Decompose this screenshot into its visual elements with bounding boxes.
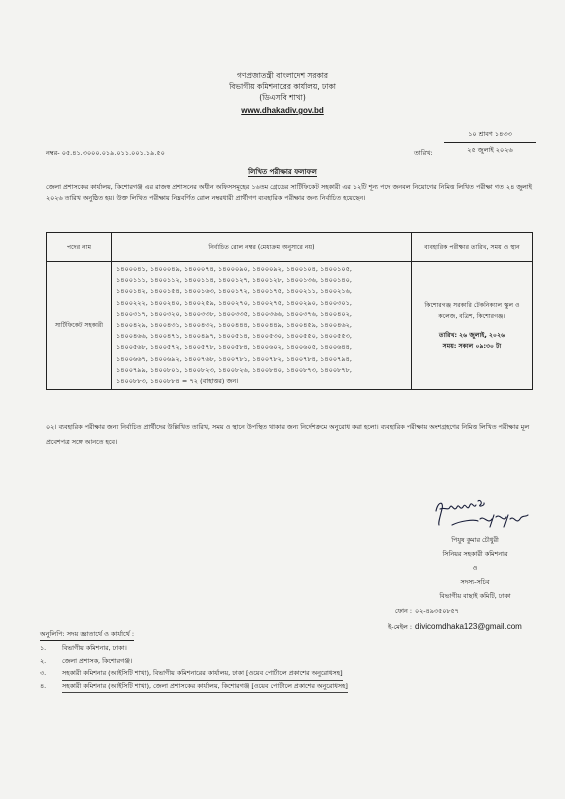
govt-heading: গণপ্রজাতন্ত্রী বাংলাদেশ সরকার bbox=[236, 71, 329, 80]
venue-time: সময়: সকাল ০৯:৩০ টা bbox=[442, 342, 502, 350]
list-item bbox=[40, 680, 540, 693]
roll-line: ১৪০০৫৬৮, ১৪০০৫৭২, ১৪০০৫৭৮, ১৪০০৫৮৪, ১৪০০৬০২, ১৪০০৬০৫, ১৪০০৬৪৪, bbox=[116, 343, 353, 352]
date-block bbox=[444, 128, 536, 157]
email-line bbox=[366, 619, 556, 635]
copy-number: ২. bbox=[40, 656, 47, 665]
copy-text: জেলা প্রশাসক, কিশোরগঞ্জ। bbox=[62, 656, 133, 665]
roll-line: ১৪০০১৪২, ১৪০০১৫৪, ১৪০০১৬৩, ১৪০০১৭২, ১৪০০১৭৫, ১৪০০২১১, ১৪০০২১৬, bbox=[116, 287, 352, 296]
list-item bbox=[40, 642, 540, 655]
table-header-row bbox=[47, 233, 533, 262]
section-heading: (ডিএসবি শাখা) bbox=[259, 93, 306, 102]
phone-value: ০২-৪৯৩৫০৮৫৭ bbox=[415, 607, 459, 615]
copy-number: ১. bbox=[40, 644, 47, 652]
date-english: ২৫ জুলাই ২০২৬ bbox=[467, 146, 513, 154]
roll-line: ১৪০০৩১৭, ১৪০০৩২০, ১৪০০৩৩৮, ১৪০০৩৩৫, ১৪০০৩৬৬, ১৪০০৩৭৬, ১৪০০৪০২, bbox=[116, 309, 353, 318]
signatory-designation: সিনিয়র সহকারী কমিশনার bbox=[442, 550, 508, 558]
copy-number: ৩. bbox=[40, 669, 47, 677]
signatory-block bbox=[410, 533, 540, 603]
phone-line bbox=[366, 603, 556, 619]
header-post: পদের নাম bbox=[47, 233, 112, 262]
venue-name: কিশোরগঞ্জ সরকারি টেকনিক্যাল স্কুল ও কলেজ, বত্রিশ, কিশোরগঞ্জ। bbox=[424, 301, 520, 320]
table-row bbox=[47, 262, 533, 390]
copy-text: সহকারী কমিশনার (আইসিটি শাখা), বিভাগীয় কমিশনারের কার্যালয়, ঢাকা [ওয়েব পোর্টালে প্রকাশের অনুরোধসহ] bbox=[62, 667, 343, 681]
venue-date: তারিখ: ২৬ জুলাই, ২০২৬ bbox=[438, 331, 506, 339]
website-line bbox=[0, 106, 565, 116]
date-label: তারিখ: bbox=[414, 149, 433, 157]
list-item bbox=[40, 667, 540, 680]
roll-numbers-cell bbox=[112, 262, 412, 390]
date-bangla: ১০ শ্রাবণ ১৪৩৩ bbox=[444, 128, 536, 143]
email-link[interactable]: divicomdhaka123@gmail.com bbox=[415, 622, 522, 631]
results-table bbox=[46, 232, 533, 390]
signatory-name: পিযুষ কুমার চৌধুরী bbox=[451, 536, 499, 544]
website-link[interactable]: www.dhakadiv.gov.bd bbox=[241, 106, 324, 115]
copy-heading: অনুলিপি: সদয় জ্ঞাতার্থে ও কার্যার্থে : bbox=[40, 629, 134, 641]
roll-line: ১৪০০৬৬৭, ১৪০০৬৯২, ১৪০০৭৬৮, ১৪০০৭৮১, ১৪০০৭৮২, ১৪০০৭৮৪, ১৪০০৭৯৪, bbox=[116, 354, 353, 363]
signatory-role: সদস্য-সচিব bbox=[460, 578, 490, 586]
signatory-and: ও bbox=[472, 564, 478, 572]
memo-label: নম্বর- bbox=[46, 149, 60, 157]
post-name-cell: সার্টিফিকেট সহকারী bbox=[47, 262, 112, 390]
contact-block bbox=[366, 603, 556, 635]
copy-text: বিভাগীয় কমিশনার, ঢাকা। bbox=[62, 644, 127, 652]
memo-number bbox=[46, 148, 165, 159]
roll-line: ১৪০০২২২, ১৪০০২৪০, ১৪০০২৫৯, ১৪০০২৭০, ১৪০০২৭৫, ১৪০০২৯০, ১৪০০৩০১, bbox=[116, 298, 353, 307]
signatory-committee: বিভাগীয় বাছাই কমিটি, ঢাকা bbox=[439, 592, 511, 600]
roll-line: ১৪০০৪২৯, ১৪০০৪৩১, ১৪০০৪৩২, ১৪০০৪৪৪, ১৪০০৪৪৯, ১৪০০৪৫৯, ১৪০০৪৬২, bbox=[116, 321, 352, 330]
header-rolls: নির্বাচিত রোল নম্বর (মেধাক্রম অনুসারে নয়) bbox=[112, 233, 412, 262]
roll-line-total: ১৪০০৮৮৩, ১৪০০৮৮৪ = ৭২ (বাহাত্তর) জন। bbox=[116, 377, 239, 386]
roll-line: ১৪০০০৪১, ১৪০০০৪৯, ১৪০০০৭৪, ১৪০০০৯০, ১৪০০০৯২, ১৪০০১০৪, ১৪০০১০৫, bbox=[116, 265, 353, 273]
header-venue: ব্যবহারিক পরীক্ষার তারিখ, সময় ও স্থান bbox=[412, 233, 533, 262]
email-label: ই-মেইল : bbox=[387, 623, 412, 631]
signature-scrawl bbox=[430, 495, 530, 533]
instruction-note: ০২। ব্যবহারিক পরীক্ষার জন্য নির্বাচিত প্রার্থীদের উল্লিখিত তারিখ, সময় ও স্থানে উপস্থিত থাকার জন্য নির্দেশক্রমে অনুরোধ করা হলো। ব্যবহারিক পরীক্ষায় অংশগ্রহণের নিমিত্ত লিখিত পরীক্ষার মূল প্রবেশপত্র সঙ্গে আনতে হবে। bbox=[46, 423, 530, 446]
copy-text: সহকারী কমিশনার (আইসিটি শাখা), জেলা প্রশাসকের কার্যালয়, কিশোরগঞ্জ [ওয়েব পোর্টালে প্রকাশের অনুরোধসহ] bbox=[62, 680, 348, 694]
roll-line: ১৪০০৭৯৯, ১৪০০৮০১, ১৪০০৮২৩, ১৪০০৮২৬, ১৪০০৮৪০, ১৪০০৮৭৩, ১৪০০৮৭৮, bbox=[116, 365, 353, 374]
copy-list bbox=[40, 642, 540, 692]
intro-paragraph: জেলা প্রশাসকের কার্যালয়, কিশোরগঞ্জ এর রাজস্ব প্রশাসনের অধীন অফিসসমূহের ১৬তম গ্রেডের সার্টিফিকেট সহকারী এর ১২টি শূন্য পদে জনবল নিয়োগের নিমিত্ত লিখিত পরীক্ষা গত ২৪ জুলাই ২০২৬ তারিখ অনুষ্ঠিত হয়। উক্ত লিখিত পরীক্ষায় নিম্নবর্ণিত রোল নম্বরধারী প্রার্থীগণ ব্যবহারিক পরীক্ষার জন্য নির্বাচিত হয়েছেন। bbox=[46, 183, 532, 202]
copy-number: ৪. bbox=[40, 681, 47, 690]
roll-line: ১৪০০১১১, ১৪০০১১২, ১৪০০১১৪, ১৪০০১২৭, ১৪০০১২৮, ১৪০০১৩৬, ১৪০০১৪০, bbox=[116, 276, 352, 285]
phone-label: ফোন : bbox=[394, 607, 412, 615]
memo-value: ০৫.৪১.৩০০০.০১৯.০১১.০০১.১৯.৫০ bbox=[61, 149, 165, 157]
list-item bbox=[40, 655, 540, 668]
document-title bbox=[0, 166, 565, 178]
office-heading: বিভাগীয় কমিশনারের কার্যালয়, ঢাকা bbox=[229, 82, 336, 91]
venue-cell bbox=[412, 262, 533, 390]
title-text: লিখিত পরীক্ষার ফলাফল bbox=[248, 168, 317, 176]
roll-line: ১৪০০৪৬৬, ১৪০০৪৭১, ১৪০০৪৯৭, ১৪০০৫১৪, ১৪০০৫৩০, ১৪০০৫৫০, ১৪০০৫৫৩, bbox=[116, 332, 352, 341]
